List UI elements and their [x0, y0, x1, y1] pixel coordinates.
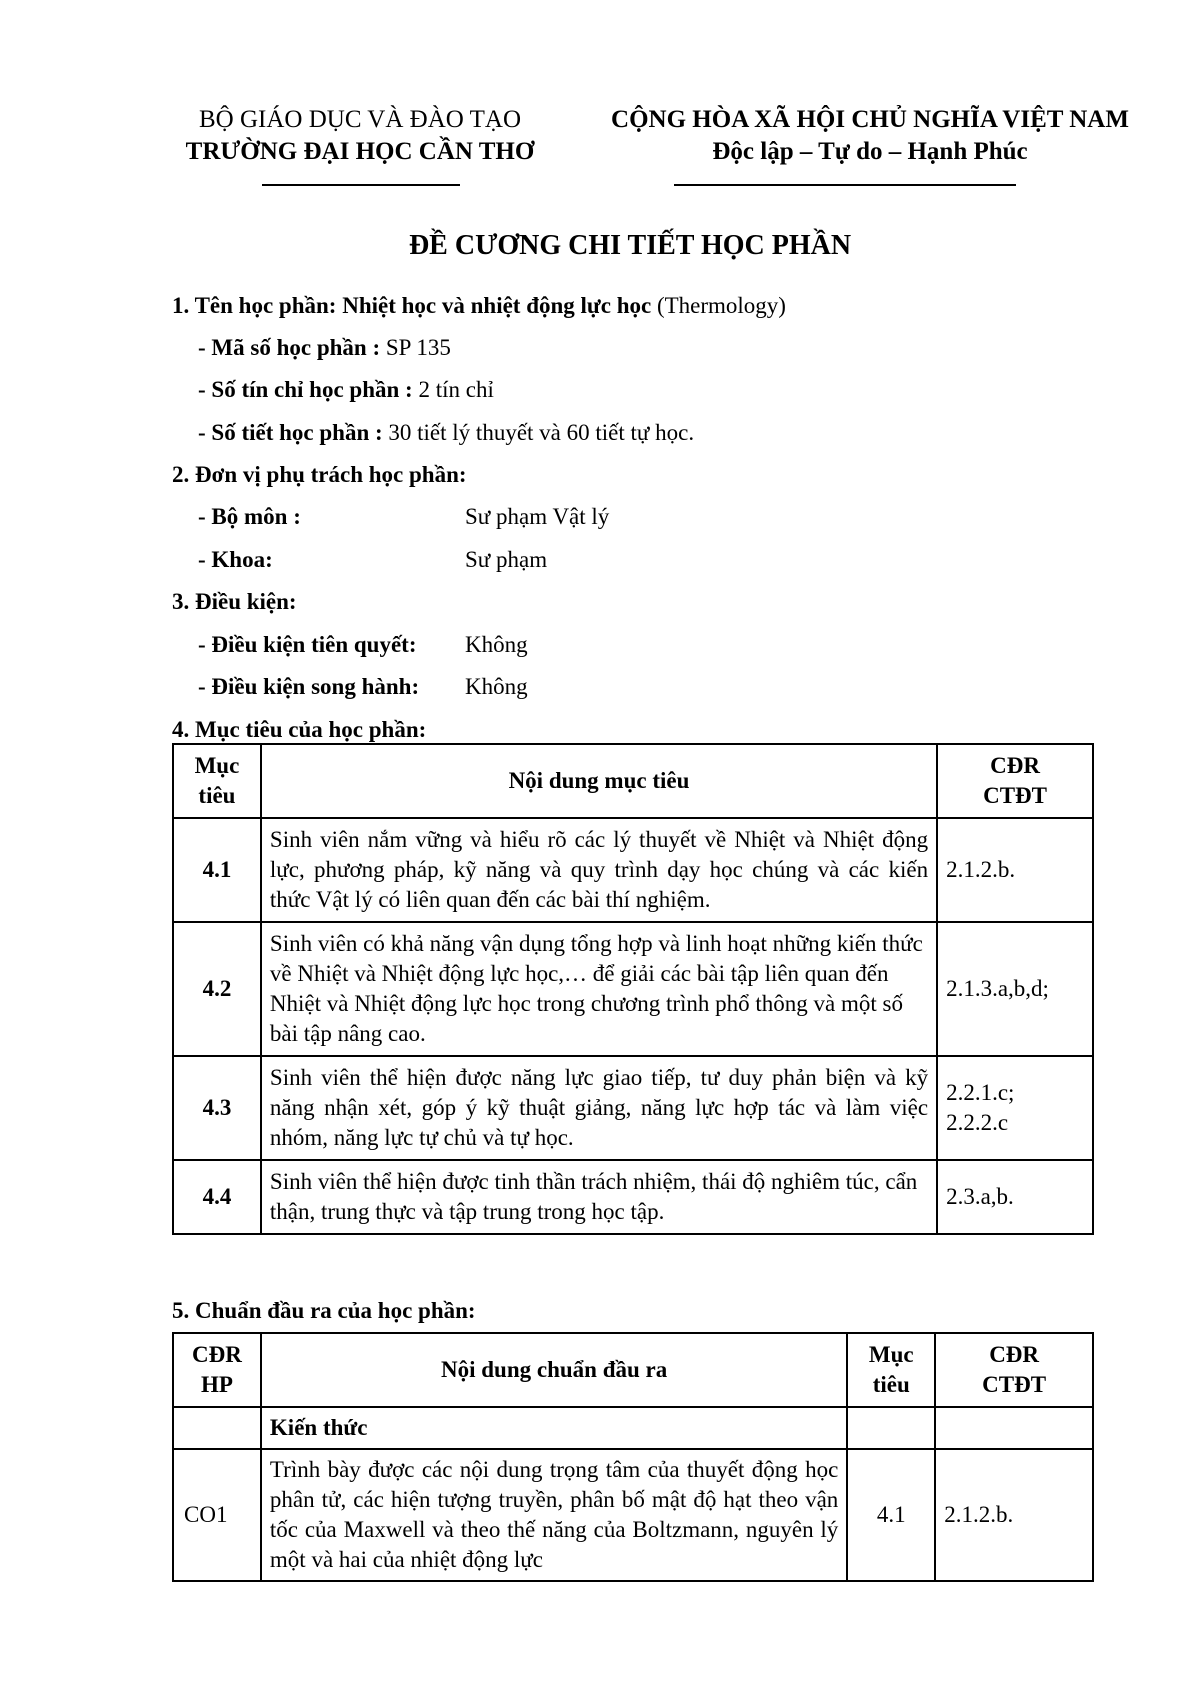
- periods-value: 30 tiết lý thuyết và 60 tiết tự học.: [382, 420, 695, 445]
- table-row: [173, 1160, 1093, 1234]
- course-code-label: - Mã số học phần :: [198, 335, 381, 360]
- credits-value: 2 tín chỉ: [412, 377, 494, 402]
- outcome-id: CO1: [173, 1449, 261, 1581]
- left-header-rule: [262, 184, 460, 186]
- objectives-col-goal: Mục tiêu: [173, 744, 261, 818]
- objective-id: 4.4: [173, 1160, 261, 1234]
- table-row: [173, 1449, 1093, 1581]
- objective-id: 4.2: [173, 922, 261, 1056]
- nation-name: CỘNG HÒA XÃ HỘI CHỦ NGHĨA VIỆT NAM: [611, 106, 1129, 133]
- objective-content: Sinh viên thể hiện được năng lực giao tiếp, tư duy phản biện và kỹ năng nhận xét, góp ý kỹ thuật giảng, năng lực hợp tác và làm việc nhóm, năng lực tự chủ và tự học.: [261, 1056, 937, 1160]
- table-row: [173, 922, 1093, 1056]
- outcome-content: Trình bày được các nội dung trọng tâm của thuyết động học phân tử, các hiện tượng truyền, phân bố mật độ hạt theo vận tốc của Maxwell và theo thế năng của Boltzmann, nguyên lý một và hai của nhiệt động lực: [261, 1449, 847, 1581]
- table-row: [173, 1056, 1093, 1160]
- objectives-col-ref: CĐR CTĐT: [937, 744, 1093, 818]
- section4-heading: 4. Mục tiêu của học phần:: [172, 717, 427, 742]
- credits-label: - Số tín chỉ học phần :: [198, 377, 413, 402]
- university-name: TRƯỜNG ĐẠI HỌC CẦN THƠ: [185, 138, 535, 165]
- objective-content: Sinh viên nắm vững và hiểu rõ các lý thuyết về Nhiệt và Nhiệt động lực, phương pháp, kỹ năng và quy trình dạy học chúng và các kiến thức Vật lý có liên quan đến các bài thí nghiệm.: [261, 818, 937, 922]
- outcome-group-label: Kiến thức: [261, 1407, 847, 1449]
- outcomes-col-ref: CĐR CTĐT: [935, 1333, 1093, 1407]
- national-motto: Độc lập – Tự do – Hạnh Phúc: [712, 138, 1028, 165]
- course-code-row: [198, 333, 451, 363]
- objectives-col-content: Nội dung mục tiêu: [261, 744, 937, 818]
- prerequisite-value: Không: [465, 632, 528, 657]
- national-header: [565, 104, 1175, 168]
- section3-heading: 3. Điều kiện:: [172, 589, 297, 614]
- section2-heading: 2. Đơn vị phụ trách học phần:: [172, 462, 467, 487]
- table-row: [173, 818, 1093, 922]
- table-row: [173, 1407, 1093, 1449]
- corequisite-value: Không: [465, 674, 528, 699]
- outcomes-header-row: [173, 1333, 1093, 1407]
- outcome-goal: 4.1: [847, 1449, 935, 1581]
- outcomes-col-goal: Mục tiêu: [847, 1333, 935, 1407]
- course-name-en: (Thermology): [651, 293, 786, 318]
- periods-row: [198, 418, 694, 448]
- course-code-value: SP 135: [380, 335, 451, 360]
- objective-ref: 2.1.2.b.: [937, 818, 1093, 922]
- objective-content: Sinh viên thể hiện được tinh thần trách nhiệm, thái độ nghiêm túc, cẩn thận, trung thực và tập trung trong học tập.: [261, 1160, 937, 1234]
- objective-ref: 2.3.a,b.: [937, 1160, 1093, 1234]
- objective-content: Sinh viên có khả năng vận dụng tổng hợp và linh hoạt những kiến thức về Nhiệt và Nhiệt động lực học,… để giải các bài tập liên quan đến Nhiệt và Nhiệt động lực học trong chương trình phổ thông và một số bài tập nâng cao.: [261, 922, 937, 1056]
- credits-row: [198, 375, 494, 405]
- faculty-value: Sư phạm: [465, 547, 548, 572]
- department-value: Sư phạm Vật lý: [465, 504, 610, 529]
- objective-ref: 2.2.1.c; 2.2.2.c: [937, 1056, 1093, 1160]
- outcomes-col-code: CĐR HP: [173, 1333, 261, 1407]
- objective-id: 4.3: [173, 1056, 261, 1160]
- section1-heading: [172, 291, 786, 321]
- department-label: - Bộ môn :: [198, 504, 301, 529]
- outcome-ref: 2.1.2.b.: [935, 1449, 1093, 1581]
- section5-heading: 5. Chuẩn đầu ra của học phần:: [172, 1298, 476, 1323]
- ministry-header: [150, 104, 570, 168]
- ministry-name: BỘ GIÁO DỤC VÀ ĐÀO TẠO: [199, 106, 521, 133]
- objective-ref: 2.1.3.a,b,d;: [937, 922, 1093, 1056]
- outcomes-col-content: Nội dung chuẩn đầu ra: [261, 1333, 847, 1407]
- course-name: 1. Tên học phần: Nhiệt học và nhiệt động lực học: [172, 293, 652, 318]
- objective-id: 4.1: [173, 818, 261, 922]
- corequisite-label: - Điều kiện song hành:: [198, 674, 420, 699]
- objectives-table: [172, 743, 1094, 1235]
- right-header-rule: [674, 184, 1016, 186]
- document-title: ĐỀ CƯƠNG CHI TIẾT HỌC PHẦN: [408, 230, 852, 261]
- prerequisite-label: - Điều kiện tiên quyết:: [198, 632, 417, 657]
- faculty-label: - Khoa:: [198, 547, 273, 572]
- outcomes-table: [172, 1332, 1094, 1582]
- objectives-header-row: [173, 744, 1093, 818]
- periods-label: - Số tiết học phần :: [198, 420, 383, 445]
